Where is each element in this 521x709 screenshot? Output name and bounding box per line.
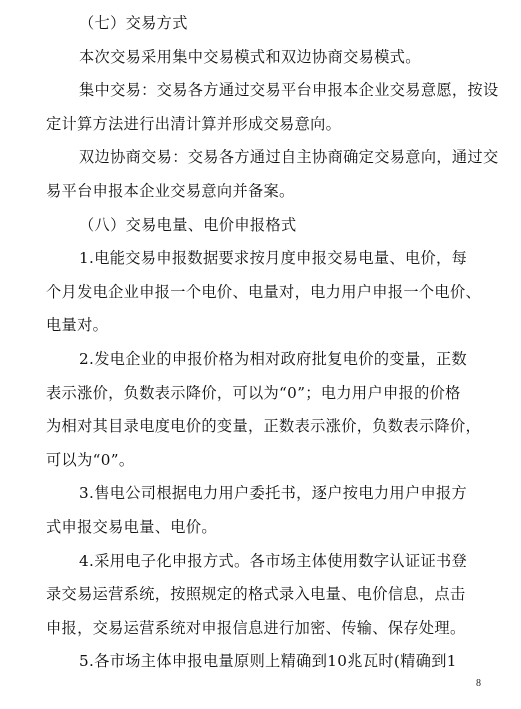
paragraph-line: 集中交易：交易各方通过交易平台申报本企业交易意愿，按设 (79, 81, 499, 100)
paragraph-line: 定计算方法进行出清计算并形成交易意向。 (46, 114, 342, 133)
paragraph-line: 式申报交易电量、电价。 (46, 518, 217, 536)
paragraph-line: 电量对。 (46, 316, 109, 335)
paragraph-line: 为相对其目录电度电价的变量，正数表示涨价，负数表示降价， (46, 417, 482, 436)
page-number: 8 (476, 678, 481, 689)
paragraph-line: 易平台申报本企业交易意向并备案。 (46, 182, 295, 200)
paragraph-line: 1.电能交易申报数据要求按月度申报交易电量、电价，每 (79, 249, 468, 268)
paragraph-line: 本次交易采用集中交易模式和双边协商交易模式。 (79, 47, 421, 66)
paragraph-line: 双边协商交易：交易各方通过自主协商确定交易意向，通过交 (79, 148, 499, 167)
paragraph-line: 5.各市场主体申报电量原则上精确到10兆瓦时(精确到1 (79, 652, 457, 671)
section-heading-7: （七）交易方式 (79, 14, 188, 32)
paragraph-line: 申报，交易运营系统对申报信息进行加密、传输、保存处理。 (46, 618, 466, 637)
section-heading-8: （八）交易电量、电价申报格式 (79, 215, 297, 234)
paragraph-line: 录交易运营系统，按照规定的格式录入电量、电价信息，点击 (46, 585, 466, 604)
paragraph-line: 2.发电企业的申报价格为相对政府批复电价的变量，正数 (79, 350, 468, 368)
paragraph-line: 4.采用电子化申报方式。各市场主体使用数字认证证书登 (79, 551, 468, 570)
paragraph-line: 可以为“0”。 (46, 450, 135, 469)
paragraph-line: 表示涨价，负数表示降价，可以为“0”；电力用户申报的价格 (46, 383, 461, 402)
paragraph-line: 3.售电公司根据电力用户委托书，逐户按电力用户申报方 (79, 484, 468, 503)
paragraph-line: 个月发电企业申报一个电价、电量对，电力用户申报一个电价、 (46, 282, 482, 301)
